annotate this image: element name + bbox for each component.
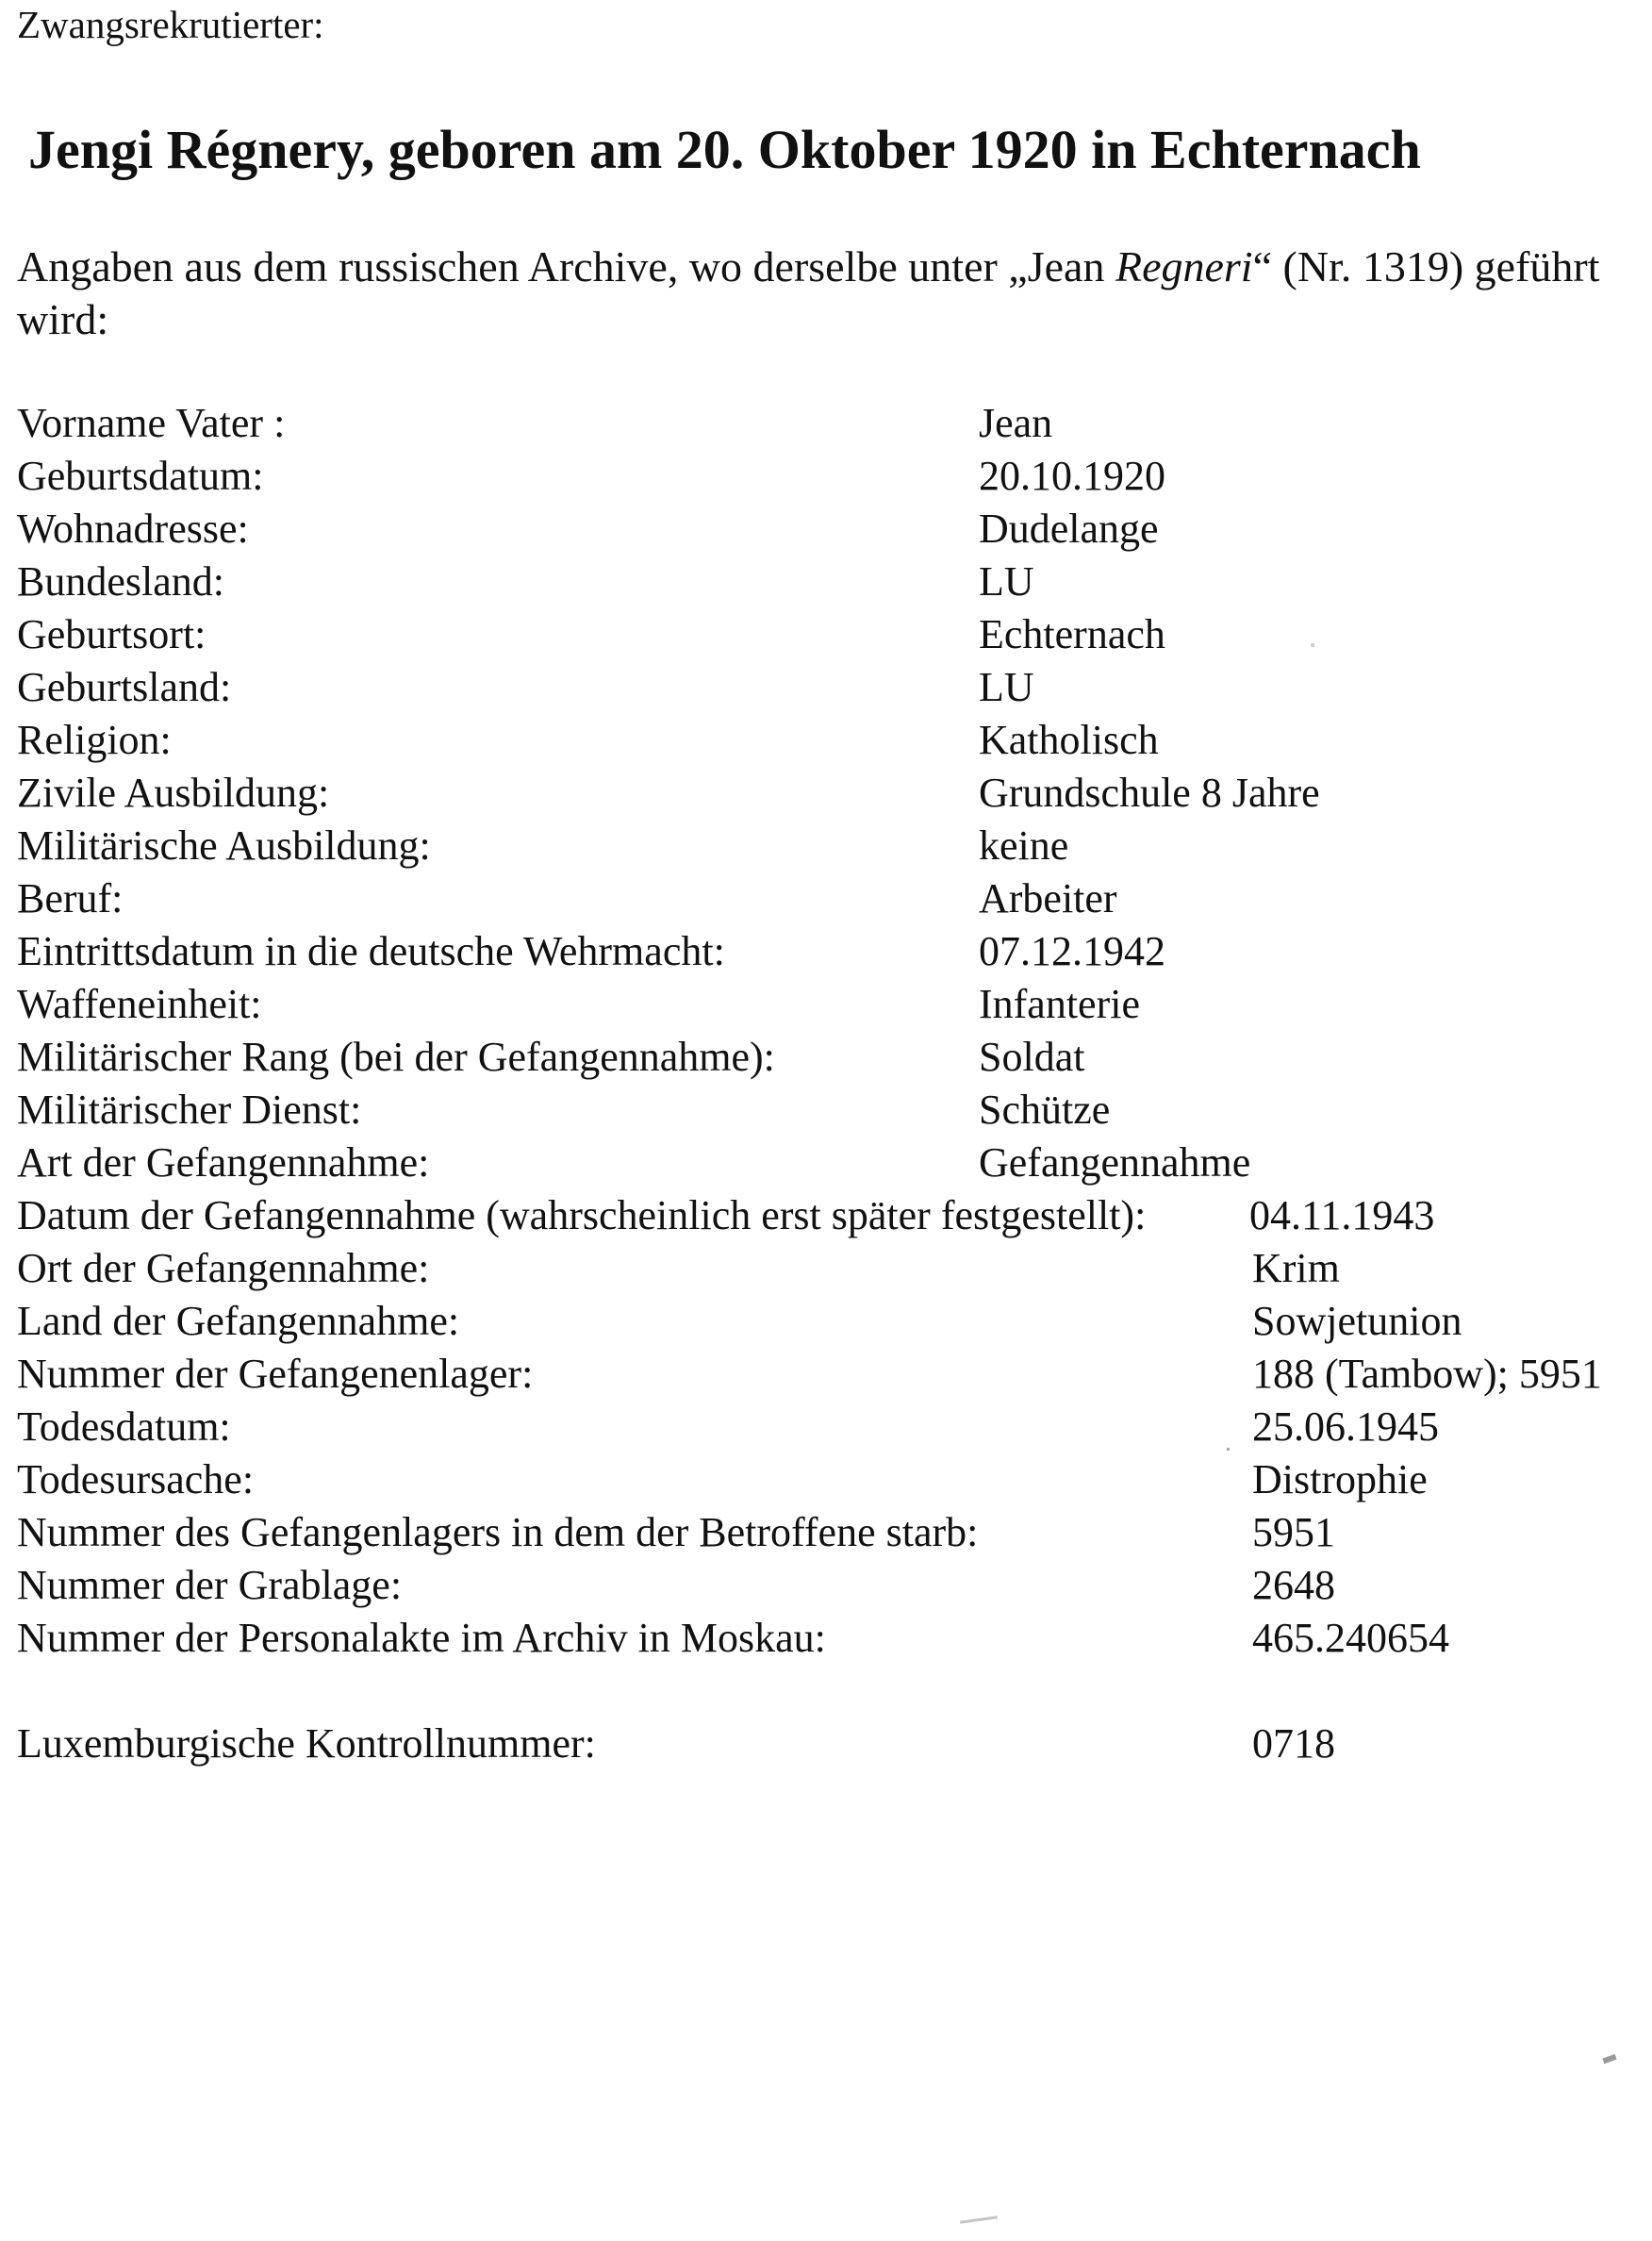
field-label: Nummer der Grablage: — [17, 1562, 403, 1608]
field-label: Militärische Ausbildung: — [17, 822, 431, 869]
scan-speck — [1227, 1448, 1230, 1451]
field-value: LU — [979, 558, 1034, 605]
field-value: 465.240654 — [1252, 1615, 1449, 1661]
scan-speck — [960, 2216, 998, 2224]
field-value: LU — [979, 664, 1034, 710]
field-value: Dudelange — [979, 506, 1159, 552]
field-label: Militärischer Rang (bei der Gefangennahme): — [17, 1034, 775, 1080]
field-label: Todesursache: — [17, 1456, 255, 1502]
scan-speck — [1311, 643, 1314, 647]
intro-paragraph — [17, 241, 1620, 346]
field-label: Eintrittsdatum in die deutsche Wehrmacht: — [17, 928, 725, 974]
field-value: 04.11.1943 — [1249, 1192, 1435, 1238]
field-value: 0718 — [1252, 1720, 1335, 1767]
field-value: Infanterie — [979, 981, 1140, 1027]
field-value: Gefangennahme — [979, 1139, 1251, 1186]
intro-italic-name: Regneri — [1115, 242, 1253, 290]
field-label: Zivile Ausbildung: — [17, 770, 330, 816]
field-label: Geburtsdatum: — [17, 453, 264, 499]
page-title: Jengi Régnery, geboren am 20. Oktober 1920 in Echternach — [28, 119, 1421, 180]
field-value: Arbeiter — [979, 875, 1117, 921]
field-value: Grundschule 8 Jahre — [979, 770, 1320, 816]
field-label: Todesdatum: — [17, 1403, 231, 1450]
field-value: 2648 — [1252, 1562, 1335, 1608]
field-label: Wohnadresse: — [17, 506, 249, 552]
field-value: 25.06.1945 — [1252, 1403, 1439, 1450]
field-label: Bundesland: — [17, 558, 224, 605]
field-label: Militärischer Dienst: — [17, 1087, 362, 1133]
field-value: 07.12.1942 — [979, 928, 1165, 974]
field-value: Soldat — [979, 1034, 1085, 1080]
field-label: Nummer der Gefangenenlager: — [17, 1351, 534, 1397]
field-value: Katholisch — [979, 717, 1159, 763]
field-label: Beruf: — [17, 875, 124, 921]
field-value: Sowjetunion — [1252, 1298, 1462, 1344]
field-label: Luxemburgische Kontrollnummer: — [17, 1720, 596, 1767]
field-label: Waffeneinheit: — [17, 981, 262, 1027]
field-value: 5951 — [1252, 1509, 1335, 1555]
field-value: Schütze — [979, 1087, 1111, 1133]
field-label: Geburtsland: — [17, 664, 232, 710]
field-value: 20.10.1920 — [979, 453, 1165, 499]
intro-text-after: “ (Nr. 1319) geführt wird: — [17, 242, 1600, 343]
scan-speck — [1602, 2054, 1616, 2064]
field-value: Distrophie — [1252, 1456, 1428, 1502]
field-value: Echternach — [979, 611, 1165, 657]
field-label: Vorname Vater : — [17, 400, 286, 446]
field-label: Datum der Gefangennahme (wahrscheinlich erst später festgestellt): — [17, 1192, 1147, 1238]
field-label: Religion: — [17, 717, 172, 763]
field-value: keine — [979, 822, 1069, 869]
field-value: 188 (Tambow); 5951 — [1252, 1351, 1602, 1397]
field-label: Nummer der Personalakte im Archiv in Moskau: — [17, 1615, 826, 1661]
field-value: Krim — [1252, 1245, 1340, 1291]
field-label: Geburtsort: — [17, 611, 206, 657]
field-value: Jean — [979, 400, 1053, 446]
header-label: Zwangsrekrutierter: — [17, 3, 324, 46]
field-label: Art der Gefangennahme: — [17, 1139, 430, 1186]
field-label: Ort der Gefangennahme: — [17, 1245, 430, 1291]
field-label: Land der Gefangennahme: — [17, 1298, 460, 1344]
field-label: Nummer des Gefangenlagers in dem der Betroffene starb: — [17, 1509, 979, 1555]
intro-text-before: Angaben aus dem russischen Archive, wo derselbe unter „Jean — [17, 242, 1115, 290]
